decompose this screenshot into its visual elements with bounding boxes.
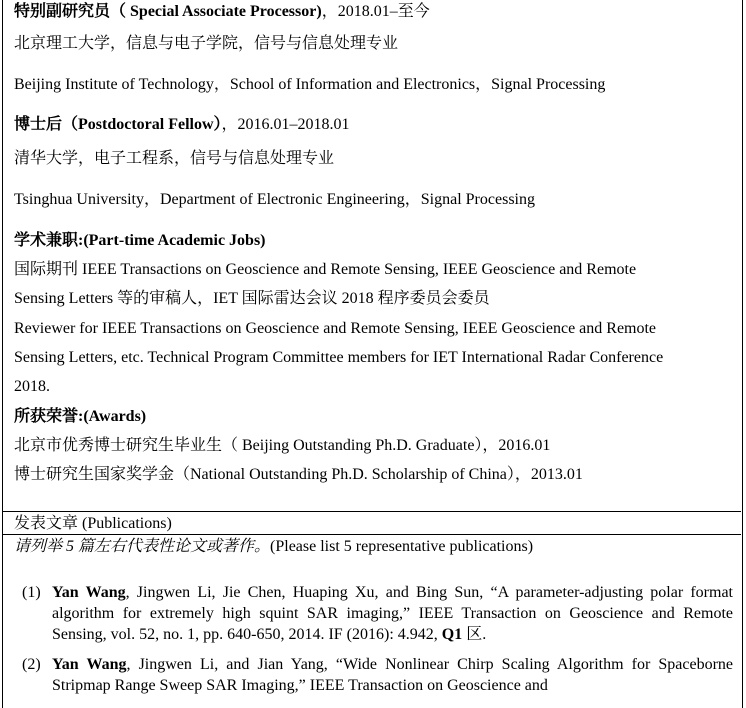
publication-number: (2) bbox=[22, 656, 41, 673]
position-period: ，2016.01–2018.01 bbox=[221, 116, 350, 133]
position-period: ，2018.01–至今 bbox=[321, 3, 430, 20]
position-org-zh: 清华大学，电子工程系，信号与信息处理专业 bbox=[14, 150, 335, 167]
position-org-zh: 北京理工大学，信息与电子学院，信号与信息处理专业 bbox=[14, 35, 399, 52]
publications-note bbox=[14, 538, 533, 556]
part-time-zh-line: 国际期刊 IEEE Transactions on Geoscience and Remote Sensing, IEEE Geoscience and Remote bbox=[14, 261, 637, 278]
publication-quartile: Q1 bbox=[441, 626, 463, 643]
divider bbox=[2, 534, 741, 535]
publication-author: Yan Wang bbox=[52, 584, 126, 601]
publication-entry bbox=[52, 582, 733, 645]
publication-entry bbox=[52, 654, 733, 696]
position-title-en: （Postdoctoral Fellow） bbox=[62, 116, 222, 133]
publications-heading: 发表文章 (Publications) bbox=[14, 515, 172, 532]
publication-tail: 区. bbox=[462, 626, 487, 643]
publication-body: , Jingwen Li, and Jian Yang, “Wide Nonlinear Chirp Scaling Algorithm for Spaceborne Stripmap Range Sweep SAR Imaging,” IEEE Transaction on Geoscience and bbox=[52, 656, 734, 694]
divider bbox=[2, 511, 741, 512]
position-title-en: （ Special Associate Processor) bbox=[110, 3, 322, 20]
publications-note-en: (Please list 5 representative publications) bbox=[270, 538, 534, 555]
position-title bbox=[14, 2, 430, 22]
publications-note-zh: 请列举 5 篇左右代表性论文或著作。 bbox=[14, 538, 271, 555]
position-title bbox=[14, 115, 350, 135]
awards-heading: 所获荣誉:(Awards) bbox=[14, 408, 147, 425]
part-time-en-line: Sensing Letters, etc. Technical Program Committee members for IET International Radar Conference bbox=[14, 349, 664, 366]
publication-body: , Jingwen Li, Jie Chen, Huaping Xu, and Bing Sun, “A parameter-adjusting polar format algorithm for extremely high squint SAR imaging,” IEEE Transaction on Geoscience and Remote Sensing, vol. 52, no. 1, pp. 640-650, 2014. IF (2016): 4.942, bbox=[52, 584, 733, 643]
position-title-zh: 特别副研究员 bbox=[14, 3, 111, 20]
award-item: 博士研究生国家奖学金（National Outstanding Ph.D. Scholarship of China），2013.01 bbox=[14, 466, 583, 483]
position-title-zh: 博士后 bbox=[14, 116, 63, 133]
publication-number: (1) bbox=[22, 584, 41, 601]
award-item: 北京市优秀博士研究生毕业生（ Beijing Outstanding Ph.D. Graduate），2016.01 bbox=[14, 437, 551, 454]
position-org-en: Beijing Institute of Technology，School of Information and Electronics，Signal Processing bbox=[14, 76, 606, 93]
publication-author: Yan Wang bbox=[52, 656, 127, 673]
position-org-en: Tsinghua University，Department of Electronic Engineering，Signal Processing bbox=[14, 191, 535, 208]
part-time-zh-line: Sensing Letters 等的审稿人，IET 国际雷达会议 2018 程序委员会委员 bbox=[14, 290, 490, 307]
part-time-en-line: 2018. bbox=[14, 378, 50, 395]
part-time-en-line: Reviewer for IEEE Transactions on Geoscience and Remote Sensing, IEEE Geoscience and Remote bbox=[14, 320, 657, 337]
part-time-heading: 学术兼职:(Part-time Academic Jobs) bbox=[14, 232, 266, 249]
